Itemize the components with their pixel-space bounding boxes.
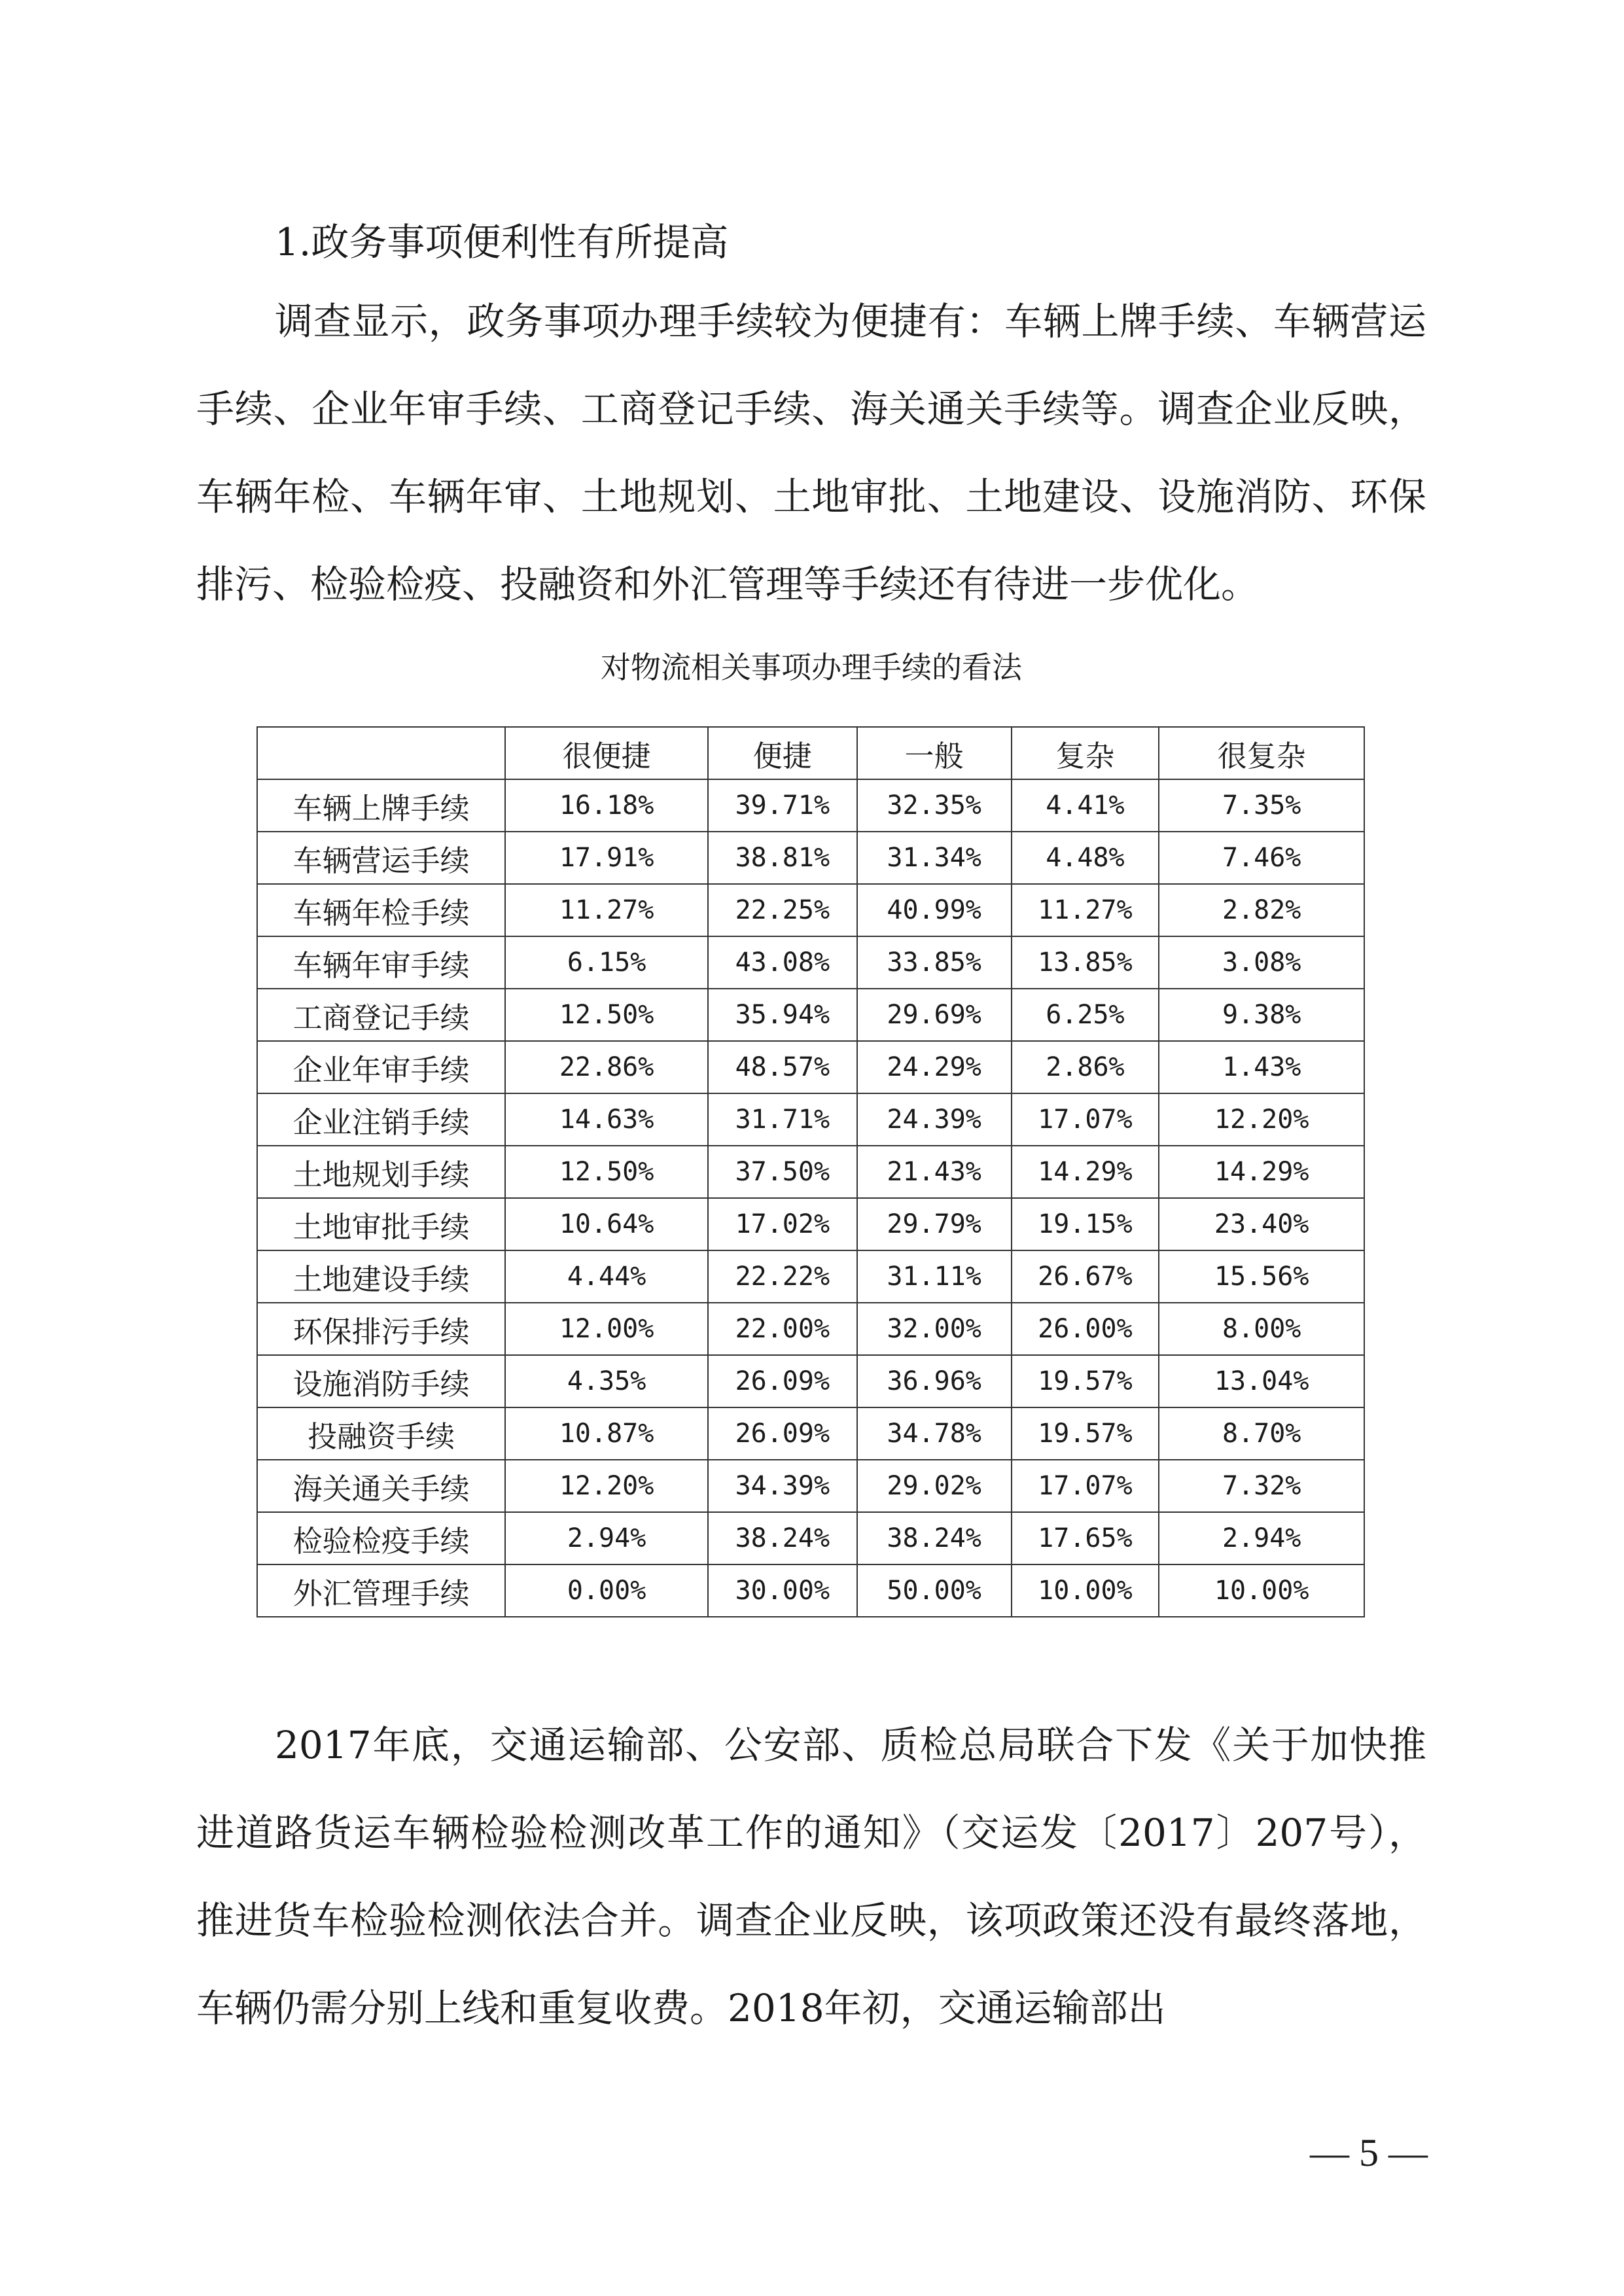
table-cell: 4.44%	[505, 1250, 708, 1303]
table-cell: 43.08%	[708, 936, 857, 989]
column-header: 便捷	[708, 727, 857, 779]
table-cell: 50.00%	[857, 1564, 1012, 1617]
table-row	[257, 1355, 1364, 1407]
table-body	[257, 779, 1364, 1617]
table-row	[257, 1198, 1364, 1250]
table-cell: 24.39%	[857, 1093, 1012, 1146]
table-cell: 6.25%	[1012, 989, 1159, 1041]
table-cell: 26.00%	[1012, 1303, 1159, 1355]
table-row	[257, 884, 1364, 936]
table-cell: 22.22%	[708, 1250, 857, 1303]
table-cell: 12.50%	[505, 989, 708, 1041]
procedures-table	[256, 726, 1365, 1617]
row-label: 投融资手续	[257, 1407, 505, 1460]
table-cell: 7.32%	[1159, 1460, 1364, 1512]
paragraph-intro: 调查显示，政务事项办理手续较为便捷有：车辆上牌手续、车辆营运手续、企业年审手续、工商登记手续、海关通关手续等。调查企业反映，车辆年检、车辆年审、土地规划、土地审批、土地建设、设施消防、环保排污、检验检疫、投融资和外汇管理等手续还有待进一步优化。	[196, 299, 1426, 607]
table-cell: 22.25%	[708, 884, 857, 936]
table-row	[257, 1512, 1364, 1564]
table-cell: 0.00%	[505, 1564, 708, 1617]
row-label: 海关通关手续	[257, 1460, 505, 1512]
table-cell: 1.43%	[1159, 1041, 1364, 1093]
table-row	[257, 1564, 1364, 1617]
table-cell: 22.86%	[505, 1041, 708, 1093]
table-cell: 9.38%	[1159, 989, 1364, 1041]
table-cell: 16.18%	[505, 779, 708, 832]
table-cell: 4.48%	[1012, 832, 1159, 884]
row-label: 车辆年检手续	[257, 884, 505, 936]
table-cell: 26.09%	[708, 1355, 857, 1407]
row-label: 企业注销手续	[257, 1093, 505, 1146]
table-cell: 11.27%	[1012, 884, 1159, 936]
table-cell: 31.34%	[857, 832, 1012, 884]
table-cell: 3.08%	[1159, 936, 1364, 989]
table-row	[257, 1250, 1364, 1303]
table-cell: 12.20%	[1159, 1093, 1364, 1146]
table-cell: 7.35%	[1159, 779, 1364, 832]
table-cell: 7.46%	[1159, 832, 1364, 884]
table-cell: 10.00%	[1159, 1564, 1364, 1617]
table-row	[257, 1041, 1364, 1093]
table-cell: 14.29%	[1012, 1146, 1159, 1198]
row-label: 检验检疫手续	[257, 1512, 505, 1564]
table-cell: 38.24%	[857, 1512, 1012, 1564]
row-label: 土地规划手续	[257, 1146, 505, 1198]
section-heading: 1.政务事项便利性有所提高	[275, 220, 729, 264]
table-cell: 12.50%	[505, 1146, 708, 1198]
table-row	[257, 832, 1364, 884]
row-label: 环保排污手续	[257, 1303, 505, 1355]
row-label: 土地建设手续	[257, 1250, 505, 1303]
row-label: 外汇管理手续	[257, 1564, 505, 1617]
table-cell: 15.56%	[1159, 1250, 1364, 1303]
table-cell: 29.79%	[857, 1198, 1012, 1250]
table-cell: 4.35%	[505, 1355, 708, 1407]
table-cell: 48.57%	[708, 1041, 857, 1093]
table-cell: 12.00%	[505, 1303, 708, 1355]
table-cell: 19.57%	[1012, 1407, 1159, 1460]
column-header	[257, 727, 505, 779]
table-cell: 29.02%	[857, 1460, 1012, 1512]
row-label: 车辆上牌手续	[257, 779, 505, 832]
table-row	[257, 1460, 1364, 1512]
table-cell: 2.86%	[1012, 1041, 1159, 1093]
table-caption: 对物流相关事项办理手续的看法	[601, 650, 1022, 685]
table-cell: 33.85%	[857, 936, 1012, 989]
column-header: 很复杂	[1159, 727, 1364, 779]
table-row	[257, 1146, 1364, 1198]
column-header: 复杂	[1012, 727, 1159, 779]
column-header: 很便捷	[505, 727, 708, 779]
table-cell: 17.07%	[1012, 1460, 1159, 1512]
table-cell: 13.04%	[1159, 1355, 1364, 1407]
table-cell: 26.09%	[708, 1407, 857, 1460]
table-cell: 8.70%	[1159, 1407, 1364, 1460]
table-cell: 2.94%	[505, 1512, 708, 1564]
table-cell: 2.82%	[1159, 884, 1364, 936]
table-cell: 40.99%	[857, 884, 1012, 936]
row-label: 设施消防手续	[257, 1355, 505, 1407]
row-label: 企业年审手续	[257, 1041, 505, 1093]
table-cell: 31.11%	[857, 1250, 1012, 1303]
table-cell: 23.40%	[1159, 1198, 1364, 1250]
table-cell: 21.43%	[857, 1146, 1012, 1198]
table-cell: 10.87%	[505, 1407, 708, 1460]
table-cell: 6.15%	[505, 936, 708, 989]
table-row	[257, 779, 1364, 832]
table-cell: 13.85%	[1012, 936, 1159, 989]
row-label: 车辆年审手续	[257, 936, 505, 989]
table-cell: 32.35%	[857, 779, 1012, 832]
table-cell: 14.29%	[1159, 1146, 1364, 1198]
table-cell: 10.64%	[505, 1198, 708, 1250]
table-cell: 11.27%	[505, 884, 708, 936]
table-cell: 39.71%	[708, 779, 857, 832]
table-cell: 17.65%	[1012, 1512, 1159, 1564]
table-row	[257, 936, 1364, 989]
table-cell: 35.94%	[708, 989, 857, 1041]
table-cell: 38.81%	[708, 832, 857, 884]
table-cell: 2.94%	[1159, 1512, 1364, 1564]
table-cell: 34.78%	[857, 1407, 1012, 1460]
table-cell: 10.00%	[1012, 1564, 1159, 1617]
table-cell: 17.91%	[505, 832, 708, 884]
table-cell: 12.20%	[505, 1460, 708, 1512]
table-cell: 17.07%	[1012, 1093, 1159, 1146]
table-cell: 37.50%	[708, 1146, 857, 1198]
table-cell: 29.69%	[857, 989, 1012, 1041]
table-row	[257, 1093, 1364, 1146]
table-cell: 8.00%	[1159, 1303, 1364, 1355]
column-header: 一般	[857, 727, 1012, 779]
row-label: 工商登记手续	[257, 989, 505, 1041]
table-cell: 32.00%	[857, 1303, 1012, 1355]
table-cell: 19.15%	[1012, 1198, 1159, 1250]
table-header-row	[257, 727, 1364, 779]
table-cell: 34.39%	[708, 1460, 857, 1512]
table-cell: 22.00%	[708, 1303, 857, 1355]
table-cell: 24.29%	[857, 1041, 1012, 1093]
table-cell: 36.96%	[857, 1355, 1012, 1407]
table-row	[257, 989, 1364, 1041]
table-cell: 31.71%	[708, 1093, 857, 1146]
table-cell: 4.41%	[1012, 779, 1159, 832]
table-row	[257, 1407, 1364, 1460]
page-number: — 5 —	[1310, 2131, 1428, 2174]
row-label: 土地审批手续	[257, 1198, 505, 1250]
table-cell: 17.02%	[708, 1198, 857, 1250]
table-cell: 38.24%	[708, 1512, 857, 1564]
table-cell: 26.67%	[1012, 1250, 1159, 1303]
table-row	[257, 1303, 1364, 1355]
table-cell: 14.63%	[505, 1093, 708, 1146]
paragraph-policy: 2017年底，交通运输部、公安部、质检总局联合下发《关于加快推进道路货运车辆检验检测改革工作的通知》（交运发〔2017〕207号），推进货车检验检测依法合并。调查企业反映，该项政策还没有最终落地，车辆仍需分别上线和重复收费。2018年初，交通运输部出	[196, 1723, 1426, 2030]
table-cell: 30.00%	[708, 1564, 857, 1617]
row-label: 车辆营运手续	[257, 832, 505, 884]
table-cell: 19.57%	[1012, 1355, 1159, 1407]
